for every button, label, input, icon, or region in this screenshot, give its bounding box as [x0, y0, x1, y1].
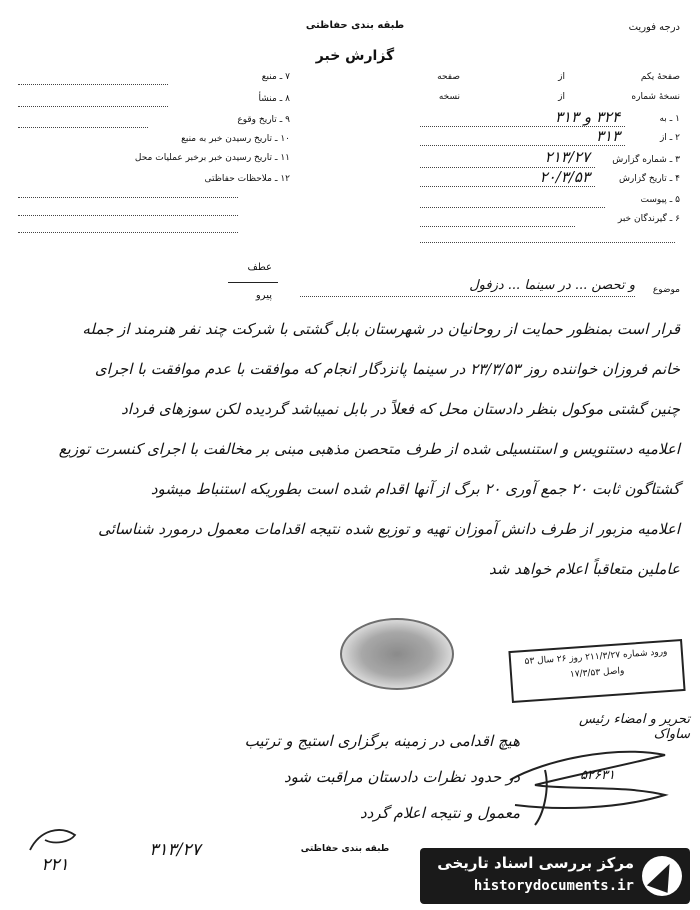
archive-logo: [420, 848, 690, 904]
bottom-left-note: ۳۱۳/۲۷: [149, 840, 201, 860]
recipients-label: ۶ ـ گیرندگان خبر: [617, 214, 680, 224]
from-value: ۳۱۳: [595, 127, 620, 145]
receipt-stamp-line1: ورود شماره ۲۱۱/۳/۲۷ روز ۲۶ سال ۵۳: [524, 647, 668, 668]
body-line: گشتاگون ثابت ۲۰ جمع آوری ۲۰ برگ از آنها اقدام شده است بطوریکه استنباط میشود: [150, 480, 680, 498]
attachment-label: ۵ ـ پیوست: [640, 195, 680, 205]
signature-number: ۵۲۶۳۱: [580, 768, 615, 783]
body-line: قرار است بمنظور حمایت از روحانیان در شهرستان بابل گشتی با شرکت چند نفر هنرمند از جمله: [82, 320, 680, 338]
to-value: ۳۲۴ و ۳۱۳: [554, 108, 620, 126]
receipt-stamp: [508, 639, 685, 703]
body-line: چنین گشتی موکول بنظر دادستان محل که فعلاً در بابل نمیباشد گردیده لکن سوزهای فرداد: [121, 400, 680, 418]
page-from: از: [558, 72, 565, 82]
page-unit: صفحه: [437, 72, 460, 82]
signature-caption: تحریر و امضاء رئیس ساواک: [579, 712, 690, 742]
field-date-source: ۱۰ ـ تاریخ رسیدن خبر به منبع: [181, 134, 290, 144]
archive-logo-url: historydocuments.ir: [473, 878, 634, 894]
note-line: معمول و نتیجه اعلام گردد: [360, 804, 520, 822]
body-line: اعلامیه دستنویس و استنسیلی شده از طرف متحصن مذهبی مبنی بر مخالفت با اجرای کنسرت توزیع: [58, 440, 680, 458]
archive-logo-name: مرکز بررسی اسناد تاریخی: [437, 854, 634, 872]
page-title: گزارش خبر: [315, 48, 395, 64]
note-line: در حدود نظرات دادستان مراقبت شود: [284, 768, 520, 786]
body-line: عاملین متعاقباً اعلام خواهد شد: [489, 560, 680, 578]
bottom-left-scribble: [20, 820, 90, 860]
field-source: ۷ ـ منبع: [261, 72, 290, 82]
body-line: خانم فروزان خواننده روز ۲۳/۳/۵۳ در سینما پانزدگار انجام که موافقت با عدم موافقت با اجرای: [94, 360, 680, 378]
field-date-occurred: ۹ ـ تاریخ وقوع: [237, 115, 290, 125]
report-date-value: ۲۰/۳/۵۳: [539, 168, 590, 186]
bottom-left-signature: ۲۲۱: [41, 855, 69, 875]
archive-logo-emblem: [642, 856, 682, 896]
subject-value: و تحصن ... در سینما ... دزفول: [469, 278, 635, 293]
copy-unit: نسخه: [438, 92, 460, 102]
attach-ref-label: عطف: [247, 262, 272, 273]
page-label: صفحهٔ یکم: [640, 72, 680, 82]
copy-label: نسخهٔ شماره: [631, 92, 680, 102]
field-security-notes: ۱۲ ـ ملاحظات حفاظتی: [204, 174, 290, 184]
report-no-label: ۳ ـ شماره گزارش: [612, 155, 680, 165]
priority-label: درجه فوریت: [628, 22, 680, 33]
note-line: هیچ اقدامی در زمینه برگزاری استیج و ترتیب: [244, 732, 520, 750]
round-stamp: [340, 618, 454, 690]
follow-ref-label: پیرو: [255, 290, 272, 301]
to-label: ۱ ـ به: [659, 114, 680, 124]
receipt-stamp-line2: واصل ۱۷/۳/۵۳: [569, 666, 625, 680]
from-label: ۲ ـ از: [659, 133, 680, 143]
report-no-value: ۲۱۳/۲۷: [544, 148, 590, 166]
copy-from: از: [558, 92, 565, 102]
report-date-label: ۴ ـ تاریخ گزارش: [618, 174, 680, 184]
body-line: اعلامیه مزبور از طرف دانش آموزان تهیه و توزیع شده نتیجه اقدامات معمول درمورد شناسائی: [98, 520, 680, 538]
field-origin: ۸ ـ منشأ: [258, 94, 290, 104]
classification-bottom: طبقه بندی حفاظتی: [300, 844, 390, 854]
classification-top: طبقه بندی حفاظتی: [305, 20, 405, 31]
field-date-ops: ۱۱ ـ تاریخ رسیدن خبر برخبر عملیات محل: [134, 153, 290, 163]
signature-mark: [505, 740, 675, 830]
subject-label: موضوع: [652, 285, 680, 295]
